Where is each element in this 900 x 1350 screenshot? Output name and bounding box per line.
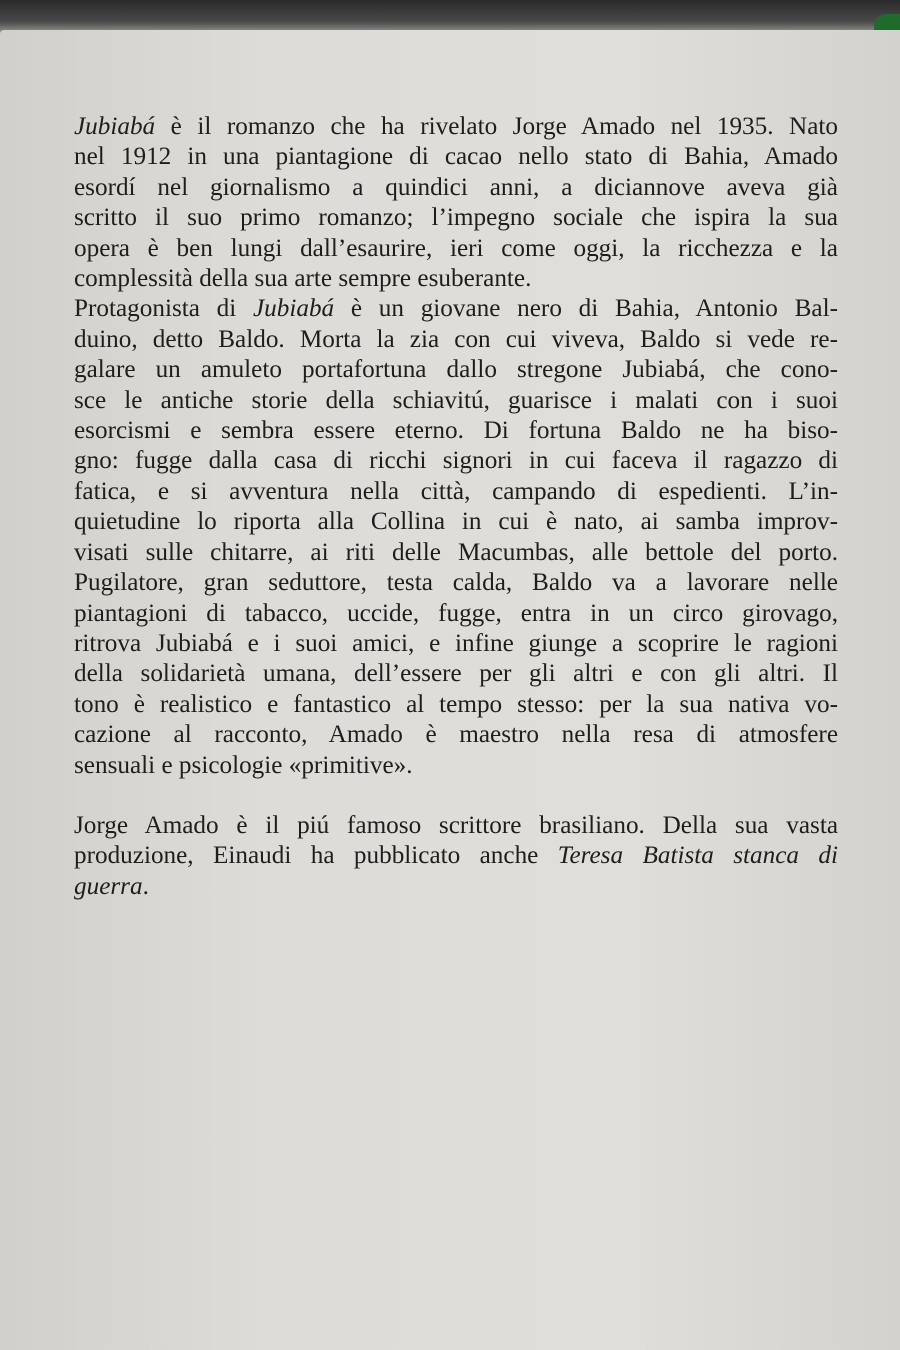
text-run: piantagioni di tabacco, uccide, fugge, entra in un circo girovago,	[74, 599, 838, 627]
text-line	[74, 446, 838, 476]
text-line	[74, 173, 838, 203]
text-line	[74, 477, 838, 507]
text-run: Jorge Amado è il piú famoso scrittore brasiliano. Della sua vasta	[74, 811, 838, 839]
text-line	[74, 538, 838, 568]
text-line	[74, 629, 838, 659]
text-run: galare un amuleto portafortuna dallo stregone Jubiabá, che cono-	[74, 356, 838, 384]
text-line	[74, 234, 838, 264]
text-run: esorcismi e sembra essere eterno. Di fortuna Baldo ne ha biso-	[74, 417, 838, 445]
paragraph-1	[74, 112, 850, 294]
text-line	[74, 811, 838, 841]
text-line	[74, 203, 838, 233]
text-run: ritrova Jubiabá e i suoi amici, e infine giunge a scoprire le ragioni	[74, 629, 838, 657]
text-line	[74, 386, 838, 416]
italic-title: Jubiabá	[252, 295, 335, 323]
text-run: fatica, e si avventura nella città, campando di espedienti. L’in-	[74, 477, 838, 505]
text-line	[74, 264, 838, 294]
text-run: nel 1912 in una piantagione di cacao nello stato di Bahia, Amado	[74, 143, 838, 171]
text-line	[74, 720, 838, 750]
text-run: Pugilatore, gran seduttore, testa calda, Baldo va a lavorare nelle	[74, 569, 838, 597]
text-run: scritto il suo primo romanzo; l’impegno sociale che ispira la sua	[74, 204, 838, 232]
text-run: produzione, Einaudi ha pubblicato anche	[74, 842, 558, 870]
text-line	[74, 599, 838, 629]
text-run: tono è realistico e fantastico al tempo stesso: per la sua nativa vo-	[74, 690, 838, 718]
text-run: quietudine lo riporta alla Collina in cui è nato, ai samba improv-	[74, 508, 838, 536]
paragraph-3	[74, 811, 850, 902]
text-run: gno: fugge dalla casa di ricchi signori in cui faceva il ragazzo di	[74, 447, 838, 475]
text-run: esordí nel giornalismo a quindici anni, a diciannove aveva già	[74, 173, 838, 201]
text-run: visati sulle chitarre, ai riti delle Macumbas, alle bettole del porto.	[74, 538, 838, 566]
text-run: Protagonista di	[74, 295, 253, 323]
text-line	[74, 872, 838, 902]
text-line	[74, 659, 838, 689]
text-line	[74, 416, 838, 446]
text-run: sce le antiche storie della schiavitú, guarisce i malati con i suoi	[74, 386, 838, 414]
text-line	[74, 568, 838, 598]
text-line	[74, 355, 838, 385]
italic-title: Jubiabá	[74, 113, 156, 140]
text-line	[74, 325, 838, 355]
paragraph-gap	[74, 781, 850, 811]
text-run: della solidarietà umana, dell’essere per gli altri e con gli altri. Il	[74, 660, 838, 688]
text-run: sensuali e psicologie «primitive».	[74, 751, 413, 779]
text-line	[74, 112, 838, 142]
italic-title: Teresa Batista stanca di	[557, 842, 838, 870]
text-run: è il romanzo che ha rivelato Jorge Amado nel 1935. Nato	[155, 113, 838, 140]
text-run: duino, detto Baldo. Morta la zia con cui viveva, Baldo si vede re-	[74, 325, 838, 353]
text-line	[74, 294, 838, 324]
text-run: complessità della sua arte sempre esuberante.	[74, 265, 532, 293]
text-line	[74, 841, 838, 871]
text-line	[74, 142, 838, 172]
blurb-text	[74, 112, 850, 902]
text-run: cazione al racconto, Amado è maestro nella resa di atmosfere	[74, 721, 838, 749]
text-run: è un giovane nero di Bahia, Antonio Bal-	[334, 295, 838, 323]
text-line	[74, 751, 838, 781]
paragraph-2	[74, 294, 850, 781]
text-run: opera è ben lungi dall’esaurire, ieri come oggi, la ricchezza e la	[74, 234, 838, 262]
text-line	[74, 690, 838, 720]
text-line	[74, 507, 838, 537]
text-run: .	[142, 872, 149, 900]
italic-title: guerra	[74, 872, 143, 900]
